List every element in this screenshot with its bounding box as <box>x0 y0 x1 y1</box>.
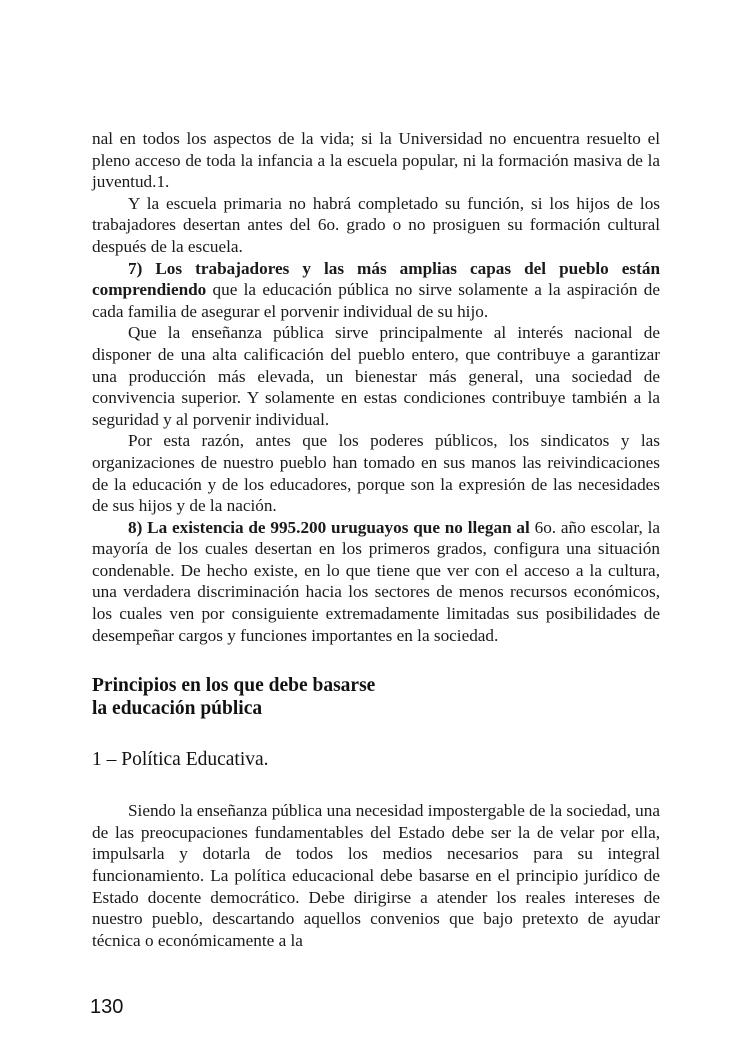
section-heading-line-1: Principios en los que debe basarse <box>92 675 376 697</box>
paragraph-text: Siendo la enseñanza pública una necesidad impostergable de la sociedad, una de las preocupaciones fundamentables del Estado debe ser la de velar por ella, impulsarla y dotarla de todos los medios necesarios para su integral funcionamiento. La política educacional debe basarse en el principio jurídico de Estado docente democrático. Debe dirigirse a atender los reales intereses de nuestro pueblo, descartando aquellos convenios que bajo pretexto de ayudar técnica o económicamente a la <box>92 801 660 950</box>
paragraph <box>92 322 660 430</box>
section-heading-line-2: la educación pública <box>92 698 263 720</box>
paragraph-text: Y la escuela primaria no habrá completado su función, si los hijos de los trabajadores desertan antes del 6o. grado o no prosiguen su formación cultural después de la escuela. <box>92 193 660 256</box>
paragraph-point-8 <box>92 517 660 647</box>
section-subheading: 1 – Política Educativa. <box>92 749 269 771</box>
paragraph <box>92 193 660 258</box>
paragraph-text: que la educación pública no sirve solamente a la aspiración de cada familia de asegurar el porvenir individual de su hijo. <box>92 280 660 321</box>
paragraph-text: Por esta razón, antes que los poderes públicos, los sindicatos y las organizaciones de nuestro pueblo han tomado en sus manos las reivindicaciones de la educación y de los educadores, porque son la expresión de las necesidades de sus hijos y de la nación. <box>92 431 660 516</box>
paragraph-text: 6o. año escolar, la mayoría de los cuales desertan en los primeros grados, configura una situación condenable. De hecho existe, en lo que tiene que ver con el acceso a la cultura, una verdadera discriminación hacia los sectores de menos recursos económicos, los cuales ven por consiguiente extremadamente limitadas sus posibilidades de desempeñar cargos y funciones importantes en la sociedad. <box>92 517 660 645</box>
document-page <box>92 128 660 951</box>
paragraph-text: nal en todos los aspectos de la vida; si la Universidad no encuentra resuelto el pleno acceso de toda la infancia a la escuela popular, ni la formación masiva de la juventud.1. <box>92 129 660 192</box>
section-paragraph <box>92 800 660 951</box>
paragraph-continuation <box>92 128 660 193</box>
paragraph-lead-bold: 8) La existencia de 995.200 uruguayos que no llegan al <box>128 517 530 537</box>
page-number: 130 <box>90 996 124 1018</box>
section-heading <box>92 674 660 720</box>
paragraph-text: Que la enseñanza pública sirve principalmente al interés nacional de disponer de una alta calificación del pueblo entero, que contribuye a garantizar una producción más elevada, un bienestar más general, una sociedad de convivencia superior. Y solamente en estas condiciones contribuye también a la seguridad y al porvenir individual. <box>92 323 660 429</box>
paragraph <box>92 430 660 516</box>
paragraph-point-7 <box>92 258 660 323</box>
paragraph-lead-bold: 7) Los trabajadores y las más amplias capas del pueblo están comprendiendo <box>92 258 660 300</box>
